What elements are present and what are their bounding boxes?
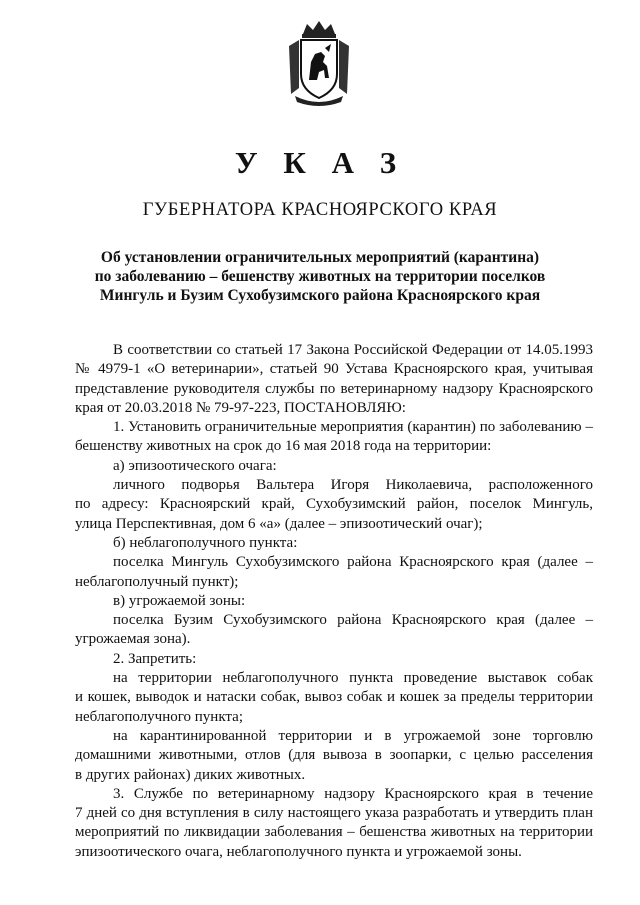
body-line: 3. Службе по ветеринарному надзору Красноярского края в течение	[113, 785, 593, 802]
body-line: представление руководителя службы по ветеринарному надзору Красноярского	[75, 380, 593, 397]
body-line: эпизоотического очага, неблагополучного пункта и угрожаемой зоны.	[75, 843, 522, 860]
body-line: поселка Мингуль Сухобузимского района Красноярского края (далее –	[113, 554, 593, 571]
body-line: 1. Установить ограничительные мероприятия (карантин) по заболеванию –	[113, 419, 593, 436]
body-line: по адресу: Красноярский край, Сухобузимский район, поселок Мингуль,	[75, 496, 593, 513]
body-line: угрожаемая зона).	[75, 631, 191, 648]
body-line: 2. Запретить:	[113, 650, 197, 667]
body-line: неблагополучного пункта;	[75, 708, 243, 725]
body-line: в) угрожаемой зоны:	[113, 592, 246, 609]
body-line: бешенству животных на срок до 16 мая 2018 года на территории:	[75, 438, 492, 455]
document-title: У К А З	[234, 145, 406, 180]
document-subtitle: ГУБЕРНАТОРА КРАСНОЯРСКОГО КРАЯ	[142, 200, 498, 220]
body-line: и кошек, выводок и натаски собак, вывоз собак и кошек за пределы территории	[75, 689, 593, 706]
body-line: б) неблагополучного пункта:	[113, 534, 298, 551]
coat-of-arms-icon	[285, 18, 353, 106]
heading-line: Мингуль и Бузим Сухобузимского района Красноярского края	[99, 287, 541, 304]
body-line: мероприятий по ликвидации заболевания – бешенства животных на территории	[75, 824, 593, 841]
body-line: на карантинированной территории и в угрожаемой зоне торговлю	[113, 727, 593, 744]
body-line: в других районах) диких животных.	[75, 766, 306, 783]
heading-line: по заболеванию – бешенству животных на территории поселков	[94, 268, 546, 285]
body-line: на территории неблагополучного пункта проведение выставок собак	[113, 670, 593, 687]
decree-body	[75, 341, 593, 862]
body-line: домашними животными, отлов (для вывоза в зоопарки, с целью расселения	[75, 747, 593, 764]
body-line: личного подворья Вальтера Игоря Николаевича, расположенного	[113, 477, 593, 494]
heading-line: Об установлении ограничительных мероприятий (карантина)	[100, 249, 540, 266]
body-line: а) эпизоотического очага:	[113, 457, 277, 474]
decree-heading	[60, 248, 580, 305]
body-line: края от 20.03.2018 № 79-97-223, ПОСТАНОВЛЯЮ:	[75, 399, 406, 416]
body-line: 7 дней со дня вступления в силу настоящего указа разработать и утвердить план	[75, 805, 593, 822]
body-line: № 4979-1 «О ветеринарии», статьей 90 Устава Красноярского края, учитывая	[75, 361, 593, 378]
body-line: неблагополучный пункт);	[75, 573, 239, 590]
body-line: улица Перспективная, дом 6 «а» (далее – эпизоотический очаг);	[75, 515, 483, 532]
body-line: В соответствии со статьей 17 Закона Российской Федерации от 14.05.1993	[113, 342, 593, 358]
body-line: поселка Бузим Сухобузимского района Красноярского края (далее –	[113, 612, 593, 629]
